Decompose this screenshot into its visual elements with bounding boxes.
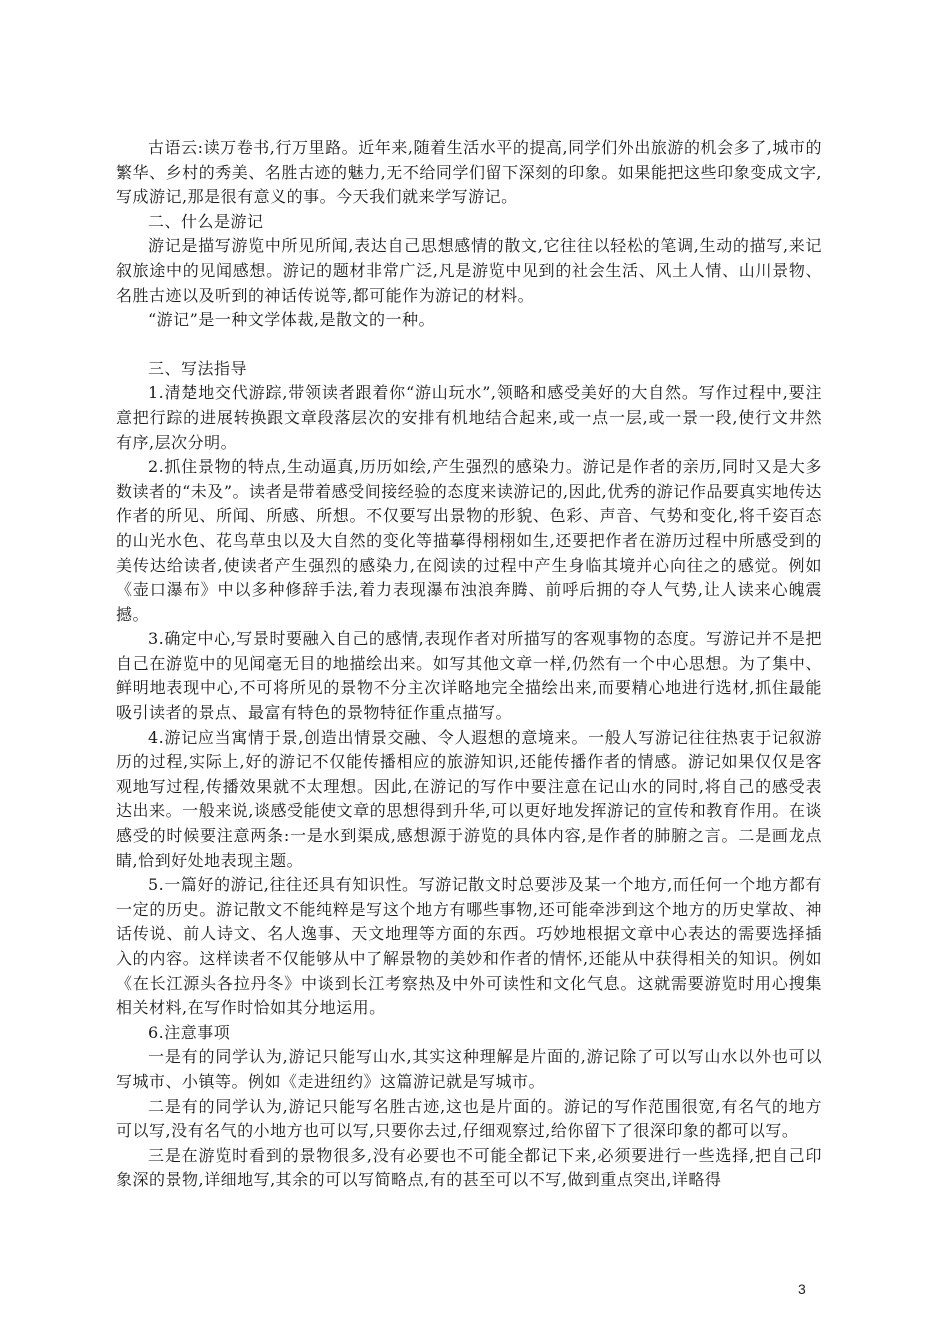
guide-point-2: 2.抓住景物的特点,生动逼真,历历如绘,产生强烈的感染力。游记是作者的亲历,同时又是大多数读者的“未及”。读者是带着感受间接经验的态度来读游记的,因此,优秀的游记作品要真实地传达作者的所见、所闻、所感、所想。不仅要写出景物的形貌、色彩、声音、气势和变化,将千姿百态的山光水色、花鸟草虫以及大自然的变化等描摹得栩栩如生,还要把作者在游历过程中所感受到的美传达给读者,使读者产生强烈的感染力,在阅读的过程中产生身临其境并心向往之的感觉。例如《壶口瀑布》中以多种修辞手法,着力表现瀑布浊浪奔腾、前呼后拥的夺人气势,让人读来心魄震撼。 <box>116 457 822 624</box>
page-number: 3 <box>798 1281 806 1297</box>
note-paragraph-3: 三是在游览时看到的景物很多,没有必要也不可能全都记下来,必须要进行一些选择,把自己印象深的景物,详细地写,其余的可以写简略点,有的甚至可以不写,做到重点突出,详略得 <box>116 1145 822 1190</box>
guide-point-3: 3.确定中心,写景时要融入自己的感情,表现作者对所描写的客观事物的态度。写游记并不是把自己在游览中的见闻毫无目的地描绘出来。如写其他文章一样,仍然有一个中心思想。为了集中、鲜明地表现中心,不可将所见的景物不分主次详略地完全描绘出来,而要精心地进行选材,抓住最能吸引读者的景点、最富有特色的景物特征作重点描写。 <box>116 629 822 723</box>
intro-paragraph: 古语云:读万卷书,行万里路。近年来,随着生活水平的提高,同学们外出旅游的机会多了,城市的繁华、乡村的秀美、名胜古迹的魅力,无不给同学们留下深刻的印象。如果能把这些印象变成文字,写成游记,那是很有意义的事。今天我们就来学写游记。 <box>116 138 822 207</box>
genre-paragraph: “游记”是一种文学体裁,是散文的一种。 <box>148 310 435 330</box>
guide-point-1: 1.清楚地交代游踪,带领读者跟着你“游山玩水”,领略和感受美好的大自然。写作过程中,要注意把行踪的进展转换跟文章段落层次的安排有机地结合起来,或一点一层,或一景一段,使行文井然有序,层次分明。 <box>116 383 822 452</box>
section-heading-what-is-travelogue: 二、什么是游记 <box>148 211 264 231</box>
document-body <box>116 136 822 1193</box>
guide-point-6-title: 6.注意事项 <box>148 1022 231 1042</box>
note-paragraph-1: 一是有的同学认为,游记只能写山水,其实这种理解是片面的,游记除了可以写山水以外也可以写城市、小镇等。例如《走进纽约》这篇游记就是写城市。 <box>116 1047 822 1091</box>
section-heading-writing-guide: 三、写法指导 <box>148 358 248 378</box>
definition-paragraph: 游记是描写游览中所见所闻,表达自己思想感情的散文,它往往以轻松的笔调,生动的描写,来记叙旅途中的见闻感想。游记的题材非常广泛,凡是游览中见到的社会生活、风土人情、山川景物、名胜古迹以及听到的神话传说等,都可能作为游记的材料。 <box>116 236 822 305</box>
note-paragraph-2: 二是有的同学认为,游记只能写名胜古迹,这也是片面的。游记的写作范围很宽,有名气的地方可以写,没有名气的小地方也可以写,只要你去过,仔细观察过,给你留下了很深印象的都可以写。 <box>116 1096 822 1141</box>
guide-point-4: 4.游记应当寓情于景,创造出情景交融、令人遐想的意境来。一般人写游记往往热衷于记叙游历的过程,实际上,好的游记不仅能传播相应的旅游知识,还能传播作者的情感。游记如果仅仅是客观地写过程,传播效果就不太理想。因此,在游记的写作中要注意在记山水的同时,将自己的感受表达出来。一般来说,谈感受能使文章的思想得到升华,可以更好地发挥游记的宣传和教育作用。在谈感受的时候要注意两条:一是水到渠成,感想源于游览的具体内容,是作者的肺腑之言。二是画龙点睛,恰到好处地表现主题。 <box>116 727 822 870</box>
guide-point-5: 5.一篇好的游记,往往还具有知识性。写游记散文时总要涉及某一个地方,而任何一个地方都有一定的历史。游记散文不能纯粹是写这个地方有哪些事物,还可能牵涉到这个地方的历史掌故、神话传说、前人诗文、名人逸事、天文地理等方面的东西。巧妙地根据文章中心表达的需要选择插入的内容。这样读者不仅能够从中了解景物的美妙和作者的情怀,还能从中获得相关的知识。例如《在长江源头各拉丹冬》中谈到长江考察热及中外可读性和文化气息。这就需要游览时用心搜集相关材料,在写作时恰如其分地运用。 <box>116 875 822 1018</box>
